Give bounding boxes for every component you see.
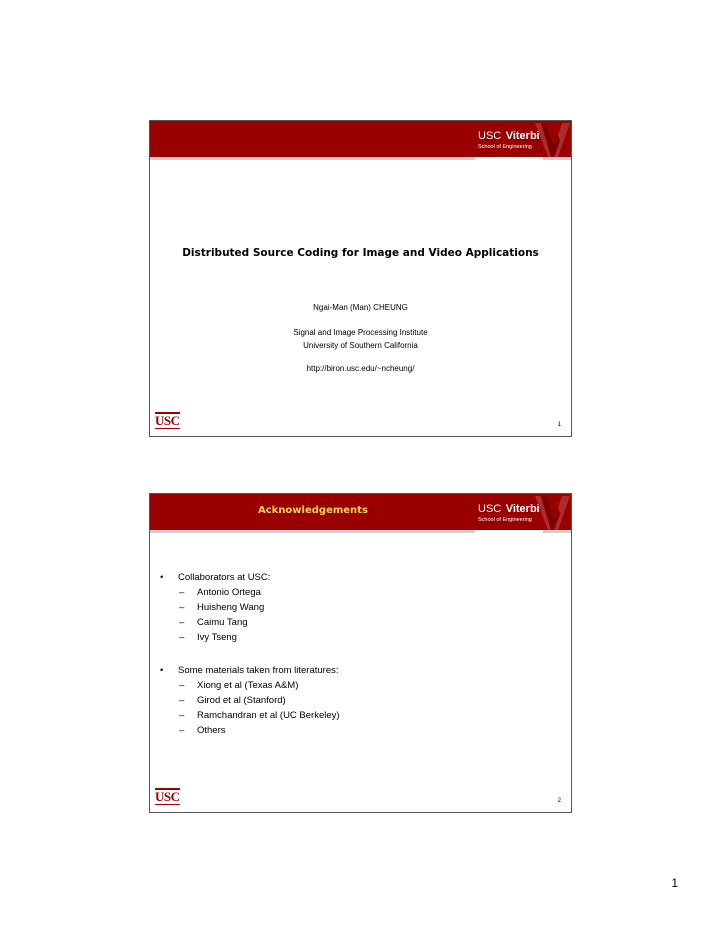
sub-item: – Ramchandran et al (UC Berkeley) <box>179 710 340 721</box>
bullet-list <box>160 570 340 738</box>
bullet-label: Some materials taken from literatures: <box>178 665 339 676</box>
viterbi-v-mark-icon <box>531 121 571 157</box>
bullet-item <box>160 570 340 585</box>
bullet-icon: • <box>160 665 164 676</box>
header-underline <box>150 157 571 160</box>
viterbi-v-mark-icon <box>531 494 571 530</box>
sub-item: – Antonio Ortega <box>179 587 261 598</box>
author-url[interactable]: http://biron.usc.edu/~ncheung/ <box>306 364 415 373</box>
sub-item: – Huisheng Wang <box>179 602 265 613</box>
sub-item: – Girod et al (Stanford) <box>179 695 286 706</box>
header-underline <box>150 530 571 533</box>
slide-1 <box>149 120 572 437</box>
presentation-title: Distributed Source Coding for Image and Video Applications <box>182 247 539 259</box>
author-name: Ngai-Man (Man) CHEUNG <box>313 303 408 312</box>
slide-header <box>150 121 571 157</box>
bullet-icon: • <box>160 572 164 583</box>
slide-title: Acknowledgements <box>258 505 368 516</box>
institute-name: Signal and Image Processing Institute <box>293 328 428 337</box>
university-name: University of Southern California <box>303 341 418 350</box>
sub-item: – Xiong et al (Texas A&M) <box>179 680 299 691</box>
usc-footer-logo: USC <box>155 412 180 428</box>
slide-page-number: 1 <box>557 422 561 428</box>
document-page-number: 1 <box>671 876 678 890</box>
sub-item: – Others <box>179 725 226 736</box>
usc-footer-logo: USC <box>155 788 180 804</box>
usc-viterbi-logo: USC Viterbi School of Engineering <box>478 130 540 150</box>
sub-item: – Ivy Tseng <box>179 632 237 643</box>
slide-header <box>150 494 571 530</box>
slide-2 <box>149 493 572 813</box>
bullet-label: Collaborators at USC: <box>178 572 271 583</box>
sub-item: – Caimu Tang <box>179 617 248 628</box>
usc-viterbi-logo: USC Viterbi School of Engineering <box>478 503 540 523</box>
bullet-item <box>160 663 340 678</box>
slide-page-number: 2 <box>557 798 561 804</box>
